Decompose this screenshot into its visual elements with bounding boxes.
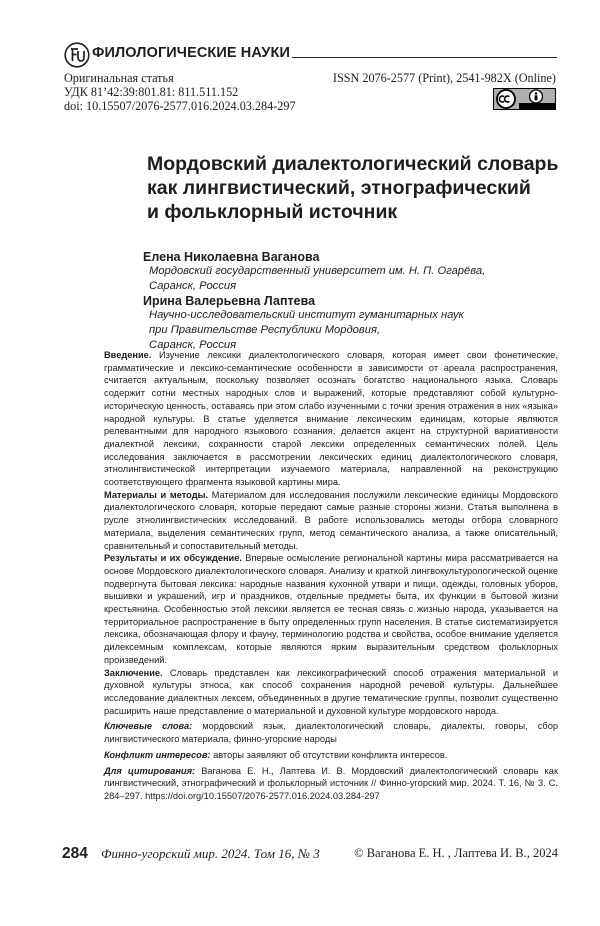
abstract-methods: Материалы и методы. Материалом для исследования послужили лексические единицы Мордовского диалектологического словаря, которые передают самые разные стороны жизни. Статья выполнена в русле этнолингвистических исследований. В работе использовались методы отбора словарного материала, выделения семантических групп, метод семантического анализа, а также описательный, сравнительный и сопоставительный методы. [104, 489, 558, 551]
header-rule [292, 57, 557, 58]
abstract-results: Результаты и их обсуждение. Впервые осмысление региональной картины мира рассматривается на основе Мордовского диалектологического словаря. Анализу и краткой лингвокультурологической оценке подвергнута бытовая лексика: народные названия кухонной утвари и пищи, одежды, головных уборов, вышивки и украшений, игр и праздников, отдельные предметы быта, их функции в бытовой жизни крестьянина. Особенностью этой лексики является ее тесная связь с жизнью народа, указывается на территориальное распространение в быту определенных групп населения. В статье систематизируется лексика, обозначающая флору и фауну, терминологию родства и свойства, особое внимание уделяется дилексемным комплексам, которые являются ярким выразительным средством фольклорных произведений. [104, 553, 558, 665]
author-affiliation: Научно-исследовательский институт гуманитарных наук при Правительстве Республики Мордовия, Саранск, Россия [149, 309, 464, 351]
issn: ISSN 2076-2577 (Print), 2541-982X (Online) [332, 71, 556, 85]
conflict-of-interest: Конфликт интересов: авторы заявляют об отсутствии конфликта интересов. [104, 749, 448, 760]
citation: Для цитирования: Ваганова Е. Н., Лаптева И. В. Мордовский диалектологический словарь как лингвистический, этнографический и фольклорный источник // Финно-угорский мир. 2024. Т. 16, № 3. С. 284–297. https://doi.org/10.15507/2076-2577.016.2024.03.284-297 [104, 765, 558, 801]
keywords: Ключевые слова: мордовский язык, диалектологический словарь, диалекты, говоры, сбор лингвистического материала, финно-угорские народы [104, 721, 558, 745]
section-title: ФИЛОЛОГИЧЕСКИЕ НАУКИ [92, 45, 290, 61]
journal-reference: Финно-угорский мир. 2024. Том 16, № 3 [101, 846, 320, 861]
title-line: Мордовский диалектологический словарь [147, 153, 559, 175]
abstract-introduction: Введение. Изучение лексики диалектологического словаря, которая имеет свои фонетические, грамматические и лексико-семантические особенности в зависимости от ареала распространения, считается актуальным, поскольку позволяет осознать богатство национального языка. Словарь содержит сотни местных народных слов и выражений, которые представляют собой культурно-историческую ценность, оставаясь при этом слабо изученными с точки зрения отражения в них «языка» народной культуры. В статье уделяется внимание лексическим единицам, которые являются релевантными для народного языкового сознания, делается акцент на структурной вариативности диалектной лексики, сохранности старой лексики определенных семантических полей. Цель исследования заключается в рассмотрении лексических единиц диалектологического словаря, этнолингвистической интерпретации изучаемого материала, направленной на реконструкцию соответствующего фрагмента языковой картины мира. [104, 350, 558, 488]
copyright: © Ваганова Е. Н. , Лаптева И. В., 2024 [354, 846, 558, 860]
abstract-conclusion: Заключение. Словарь представлен как лексикографический способ отражения материальной и духовной культуры этноса, как способ сохранения народной речевой культуры. Дальнейшее исследование диалектных лексем, объединенных в другие тематические группы, позволит существенно расширить наше представление о материальной и духовной культуре мордовского народа. [104, 667, 559, 716]
title-line: как лингвистический, этнографический [147, 177, 531, 199]
udc-code: УДК 81’42:39:801.81: 811.511.152 [64, 85, 239, 99]
journal-monogram-logo [64, 42, 90, 68]
article-title [147, 152, 558, 224]
title-line: и фольклорный источник [147, 201, 398, 223]
cc-by-license-badge[interactable] [493, 88, 556, 110]
doi[interactable]: doi: 10.15507/2076-2577.016.2024.03.284-297 [64, 99, 296, 113]
author-name: Елена Николаевна Ваганова [143, 250, 320, 264]
article-type: Оригинальная статья [64, 71, 174, 85]
page-number: 284 [62, 845, 88, 862]
author-name: Ирина Валерьевна Лаптева [143, 294, 316, 308]
abstract [104, 349, 558, 803]
author-affiliation: Мордовский государственный университет им. Н. П. Огарёва, Саранск, Россия [149, 265, 486, 292]
